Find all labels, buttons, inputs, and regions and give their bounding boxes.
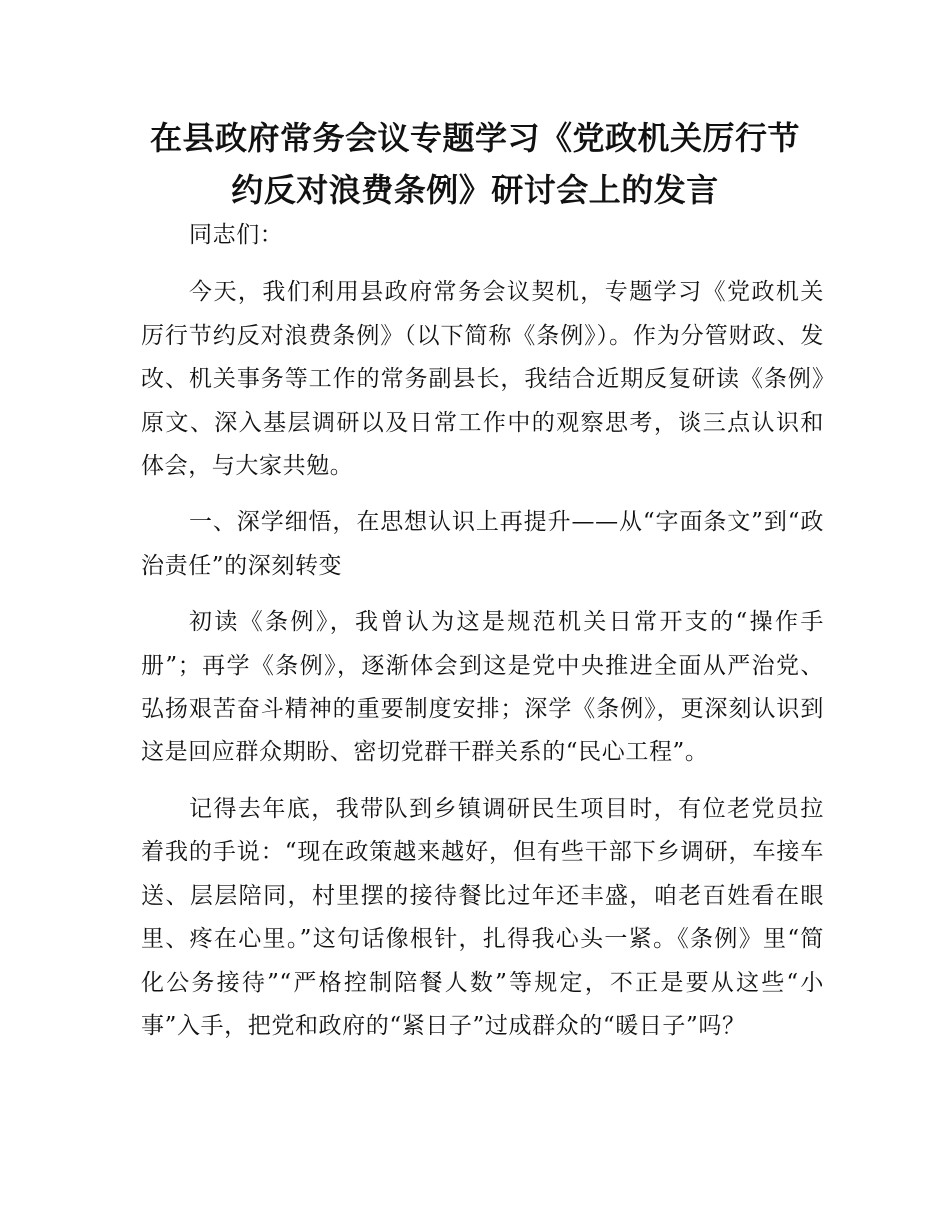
title-line-2: 约反对浪费条例》研讨会上的发言 [231, 171, 719, 209]
section-heading-1: 一、深学细悟，在思想认识上再提升——从“字面条文”到“政治责任”的深刻转变 [141, 509, 824, 579]
paragraph-anecdote: 记得去年底，我带队到乡镇调研民生项目时，有位老党员拉着我的手说：“现在政策越来越好，但有些干部下乡调研，车接车送、层层陪同，村里摆的接待餐比过年还丰盛，咱老百姓看在眼里、疼在心里。”这句话像根针，扎得我心头一紧。《条例》里“简化公务接待”“严格控制陪餐人数”等规定，不正是要从这些“小事”入手，把党和政府的“紧日子”过成群众的“暖日子”吗？ [141, 795, 824, 1039]
salutation: 同志们： [189, 222, 284, 248]
title-line-1: 在县政府常务会议专题学习《党政机关厉行节 [149, 119, 800, 157]
document-body [141, 214, 824, 1061]
paragraph-intro: 今天，我们利用县政府常务会议契机，专题学习《党政机关厉行节约反对浪费条例》（以下简称《条例》）。作为分管财政、发改、机关事务等工作的常务副县长，我结合近期反复研读《条例》原文、深入基层调研以及日常工作中的观察思考，谈三点认识和体会，与大家共勉。 [141, 279, 824, 480]
document-title [100, 112, 850, 216]
paragraph-reading: 初读《条例》，我曾认为这是规范机关日常开支的“操作手册”；再学《条例》，逐渐体会到这是党中央推进全面从严治党、弘扬艰苦奋斗精神的重要制度安排；深学《条例》，更深刻认识到这是回应群众期盼、密切党群干群关系的“民心工程”。 [141, 609, 824, 766]
